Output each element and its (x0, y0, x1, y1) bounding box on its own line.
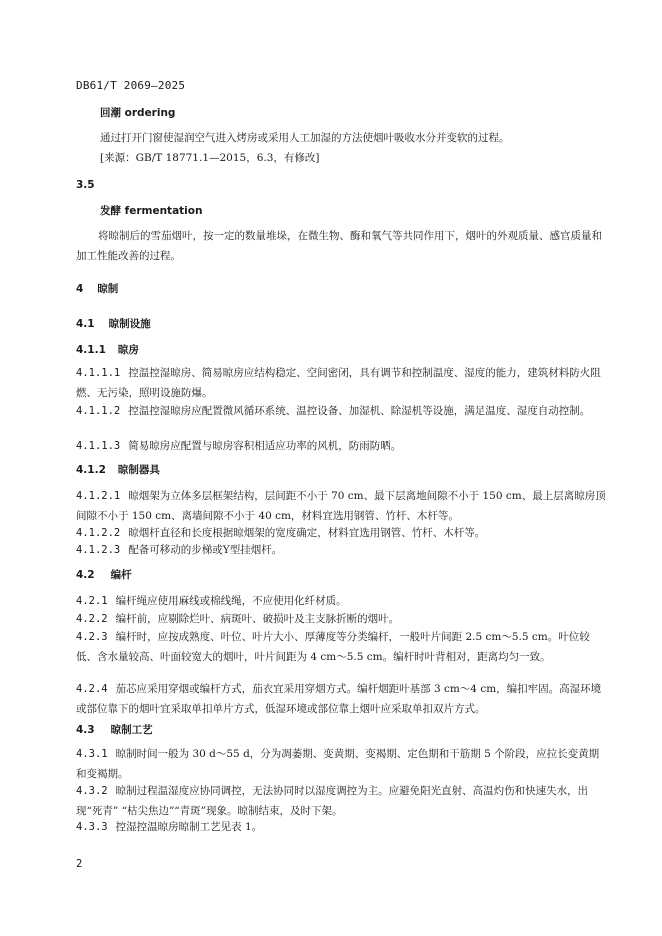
clause-number: 4.2.1 (76, 595, 108, 607)
term-title-fermentation: 发酵 fermentation (100, 205, 203, 217)
clause-number: 4.1.2.2 (76, 527, 121, 539)
clause-number: 4.1.2.1 (76, 490, 121, 502)
section-title: 编杆 (110, 569, 132, 581)
clause-4-2-1 (76, 591, 606, 611)
clause-number: 4.1.1.1 (76, 367, 121, 379)
term-definition-fermentation: 将晾制后的雪茄烟叶，按一定的数量堆垛，在微生物、酶和氧气等共同作用下，烟叶的外观质量、感官质量和加工性能改善的过程。 (76, 230, 602, 262)
clause-text: 编杆时，应按成熟度、叶位、叶片大小、厚薄度等分类编杆，一般叶片间距 2.5 cm～5.5 cm。叶位较低、含水量较高、叶面较宽大的烟叶，叶片间距为 4 cm～5.5 cm。编杆时叶背相对，距离均匀一致。 (76, 631, 590, 663)
term-number-3-5: 3.5 (76, 179, 95, 191)
section-heading-4-2 (76, 568, 132, 583)
section-number: 4.3 (76, 724, 95, 736)
clause-4-3-1 (76, 744, 606, 784)
clause-number: 4.2.3 (76, 631, 108, 643)
clause-4-2-4 (76, 679, 606, 719)
clause-text: 控温控湿晾房应配置微风循环系统、温控设备、加湿机、除湿机等设施，满足温度、湿度自动控制。 (128, 405, 591, 417)
clause-4-2-2 (76, 609, 606, 629)
section-title: 晾制工艺 (110, 724, 153, 736)
clause-text: 晾烟杆直径和长度根据晾烟架的宽度确定，材料宜选用钢管、竹杆、木杆等。 (128, 527, 486, 539)
clause-text: 控温控湿晾房、简易晾房应结构稳定、空间密闭，具有调节和控制温度、湿度的能力，建筑材料防火阻燃、无污染，照明设施防爆。 (76, 367, 601, 399)
term-definition-ordering: 通过打开门窗使湿润空气进入烤房或采用人工加湿的方法使烟叶吸收水分并变软的过程。 (100, 132, 510, 144)
clause-4-1-2-1 (76, 486, 606, 526)
clause-text: 配备可移动的步梯或Y型挂烟杆。 (128, 544, 283, 556)
clause-4-1-1-3 (76, 436, 606, 456)
section-heading-4-1 (76, 317, 151, 332)
clause-number: 4.2.2 (76, 613, 108, 625)
clause-4-1-1-1 (76, 363, 606, 403)
clause-number: 4.1.2.3 (76, 544, 121, 556)
section-number: 4.2 (76, 569, 95, 581)
clause-4-3-3 (76, 817, 606, 837)
clause-number: 4.3.2 (76, 785, 108, 797)
clause-4-1-2-3 (76, 540, 606, 560)
clause-number: 4.2.4 (76, 683, 108, 695)
section-title: 晾制器具 (117, 464, 160, 476)
section-heading-4-1-2 (76, 463, 160, 478)
clause-4-2-3 (76, 627, 606, 667)
clause-number: 4.3.1 (76, 748, 108, 760)
clause-number: 4.3.3 (76, 821, 108, 833)
clause-text: 编杆绳应使用麻线或棉线绳，不应使用化纤材质。 (115, 595, 347, 607)
section-number: 4.1.1 (76, 344, 106, 356)
section-title: 晾制 (97, 283, 119, 295)
clause-text: 简易晾房应配置与晾房容积相适应功率的风机，防雨防晒。 (128, 440, 402, 452)
term-title-ordering: 回潮 ordering (100, 107, 176, 119)
clause-text: 晾烟架为立体多层框架结构，层间距不小于 70 cm、最下层离地间隙不小于 150 cm、最上层离晾房顶间隙不小于 150 cm、离墙间隙不小于 40 cm，材料宜选用钢管、竹杆、木杆等。 (76, 490, 606, 522)
clause-text: 晾制过程温湿度应协同调控，无法协同时以湿度调控为主。应避免阳光直射、高温灼伤和快速失水，出现“死青” “枯尖焦边”“青斑”现象。晾制结束，及时下架。 (76, 785, 589, 817)
section-heading-4 (76, 282, 118, 297)
clause-text: 茄芯应采用穿烟或编杆方式，茄衣宜采用穿烟方式。编杆烟距叶基部 3 cm～4 cm，编扣牢固。高湿环境或部位靠下的烟叶宜采取单扣单片方式，低湿环境或部位靠上烟叶应采取单扣双片方式。 (76, 683, 602, 715)
term-source-ordering: [来源：GB/T 18771.1—2015，6.3，有修改] (100, 152, 320, 164)
section-title: 晾制设施 (108, 318, 151, 330)
section-number: 4.1.2 (76, 464, 106, 476)
page-number: 2 (76, 858, 83, 870)
section-number: 4.1 (76, 318, 95, 330)
standard-header: DB61/T 2069—2025 (76, 79, 186, 92)
section-title: 晾房 (117, 344, 139, 356)
section-number: 4 (76, 283, 84, 295)
clause-number: 4.1.1.3 (76, 440, 121, 452)
section-heading-4-3 (76, 723, 153, 738)
clause-text: 晾制时间一般为 30 d～55 d，分为凋萎期、变黄期、变褐期、定色期和干筋期 5 个阶段，应拉长变黄期和变褐期。 (76, 748, 600, 780)
clause-number: 4.1.1.2 (76, 405, 121, 417)
clause-text: 控湿控温晾房晾制工艺见表 1。 (115, 821, 263, 833)
section-heading-4-1-1 (76, 343, 139, 358)
clause-4-1-1-2 (76, 401, 606, 421)
clause-4-3-2 (76, 781, 606, 821)
clause-text: 编杆前，应剔除烂叶、病斑叶、破损叶及主支脉折断的烟叶。 (115, 613, 400, 625)
